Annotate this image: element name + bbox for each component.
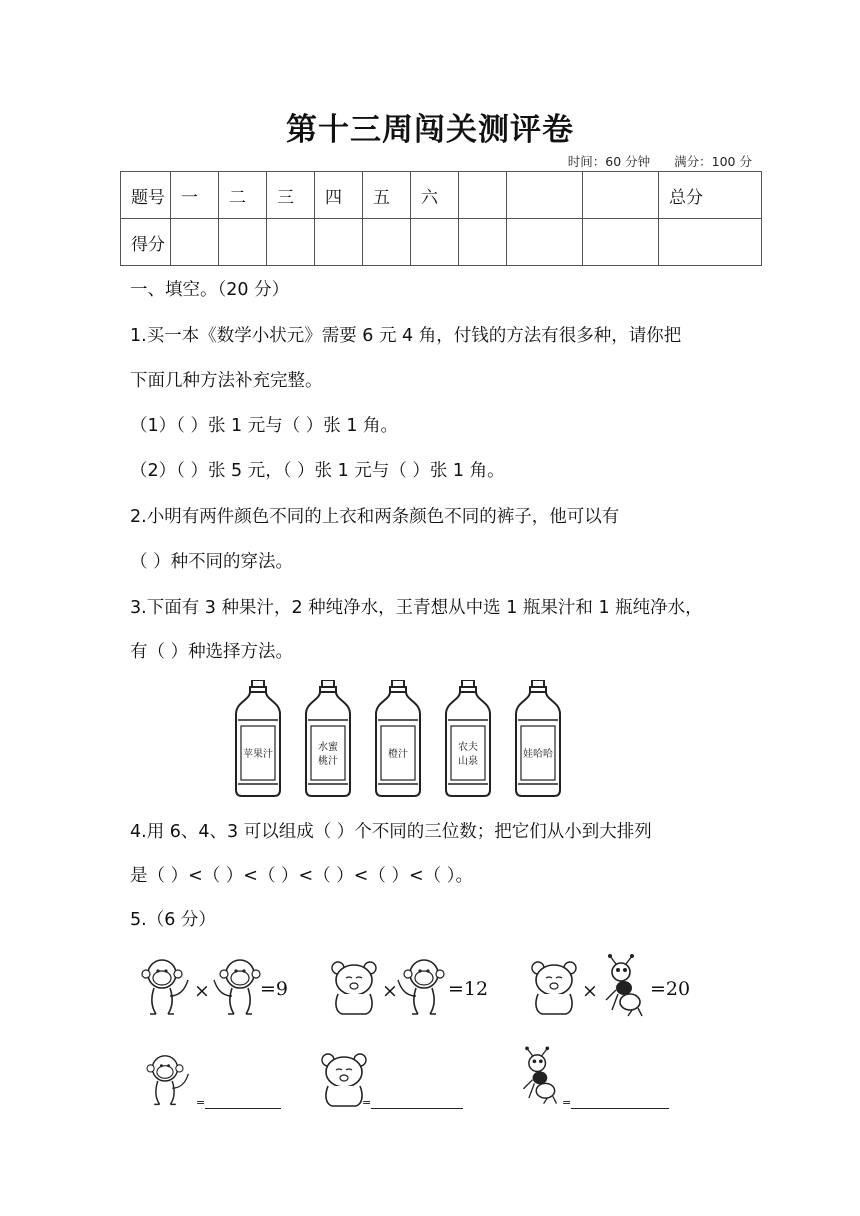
equation-result-3: =20 (650, 978, 691, 1000)
score-cell: 三 (267, 172, 315, 219)
bottle-label: 山泉 (458, 756, 478, 767)
page-title: 第十三周闯关测评卷 (286, 112, 574, 148)
score-input-cell[interactable] (219, 219, 267, 266)
score-table-score-row (121, 219, 762, 266)
q3-text-line1: 3.下面有 3 种果汁，2 种纯净水，王青想从中选 1 瓶果汁和 1 瓶纯净水， (130, 598, 703, 618)
bottle (306, 680, 350, 796)
q1-option1: （1）（ ）张 1 元与（ ）张 1 角。 (130, 416, 399, 436)
full-score: 满分：100 分 (674, 154, 752, 169)
ant-icon (516, 1046, 562, 1106)
score-cell: 二 (219, 172, 267, 219)
answer-blank-ant[interactable] (562, 1096, 669, 1109)
score-input-cell[interactable] (411, 219, 459, 266)
times-sign: × (582, 980, 598, 1002)
score-input-cell[interactable] (459, 219, 507, 266)
score-cell (459, 172, 507, 219)
q5-label: 5.（6 分） (130, 910, 216, 930)
bottle-label: 水蜜 (318, 742, 338, 753)
bottle-label: 橙汁 (388, 749, 408, 760)
q2-text-line1: 2.小明有两件颜色不同的上衣和两条颜色不同的裤子，他可以有 (130, 507, 620, 527)
equals-sign: = (196, 1096, 206, 1109)
bottles-illustration (226, 680, 566, 798)
score-input-cell[interactable] (315, 219, 363, 266)
score-input-cell[interactable] (659, 219, 762, 266)
q3-text-line2: 有（ ）种选择方法。 (130, 642, 294, 662)
equation-result-2: =12 (448, 978, 489, 1000)
score-input-cell[interactable] (267, 219, 315, 266)
section-heading: 一、填空。（20 分） (130, 280, 290, 300)
score-input-cell[interactable] (171, 219, 219, 266)
exam-meta (568, 152, 752, 170)
score-input-cell[interactable] (507, 219, 583, 266)
equation-result-1: =9 (260, 978, 289, 1000)
bottle-label: 娃哈哈 (523, 749, 553, 760)
bottle-label: 桃汁 (318, 756, 338, 767)
bottle (236, 680, 280, 796)
score-cell: 得分 (121, 219, 171, 266)
times-sign: × (382, 980, 398, 1002)
score-table-header-row (121, 172, 762, 219)
q5-answer-row (130, 1042, 730, 1118)
score-input-cell[interactable] (363, 219, 411, 266)
q1-text-line1: 1.买一本《数学小状元》需要 6 元 4 角，付钱的方法有很多种，请你把 (130, 326, 682, 346)
score-cell: 四 (315, 172, 363, 219)
score-cell: 一 (171, 172, 219, 219)
bottle (516, 680, 560, 796)
score-cell: 五 (363, 172, 411, 219)
q1-option2: （2）（ ）张 5 元，（ ）张 1 元与（ ）张 1 角。 (130, 461, 505, 481)
score-cell: 题号 (121, 172, 171, 219)
score-cell: 六 (411, 172, 459, 219)
monkey-icon (394, 956, 454, 1020)
score-table (120, 171, 762, 266)
bottle-label: 农夫 (458, 742, 478, 753)
score-input-cell[interactable] (583, 219, 659, 266)
answer-blank-bear[interactable] (362, 1096, 463, 1109)
bottle-label: 苹果汁 (243, 749, 273, 760)
q4-text-line1: 4.用 6、4、3 可以组成（ ）个不同的三位数；把它们从小到大排列 (130, 822, 652, 842)
score-cell (507, 172, 583, 219)
score-cell: 总分 (659, 172, 762, 219)
times-sign: × (194, 980, 210, 1002)
score-cell (583, 172, 659, 219)
equals-sign: = (362, 1096, 372, 1109)
answer-blank-monkey[interactable] (196, 1096, 281, 1109)
bottle (446, 680, 490, 796)
monkey-icon (132, 956, 192, 1020)
q1-text-line2: 下面几种方法补充完整。 (130, 371, 323, 391)
monkey-icon (138, 1052, 192, 1110)
bear-icon (326, 958, 382, 1018)
equals-sign: = (562, 1096, 572, 1109)
q2-text-line2: （ ）种不同的穿法。 (130, 552, 294, 572)
ant-icon (598, 954, 648, 1018)
q4-text-line2: 是（ ）<（ ）<（ ）<（ ）<（ ）<（ ）。 (130, 866, 473, 886)
bottle (376, 680, 420, 796)
time-limit: 时间：60 分钟 (567, 154, 651, 169)
q5-equation-row (130, 950, 730, 1030)
bear-icon (526, 958, 582, 1018)
